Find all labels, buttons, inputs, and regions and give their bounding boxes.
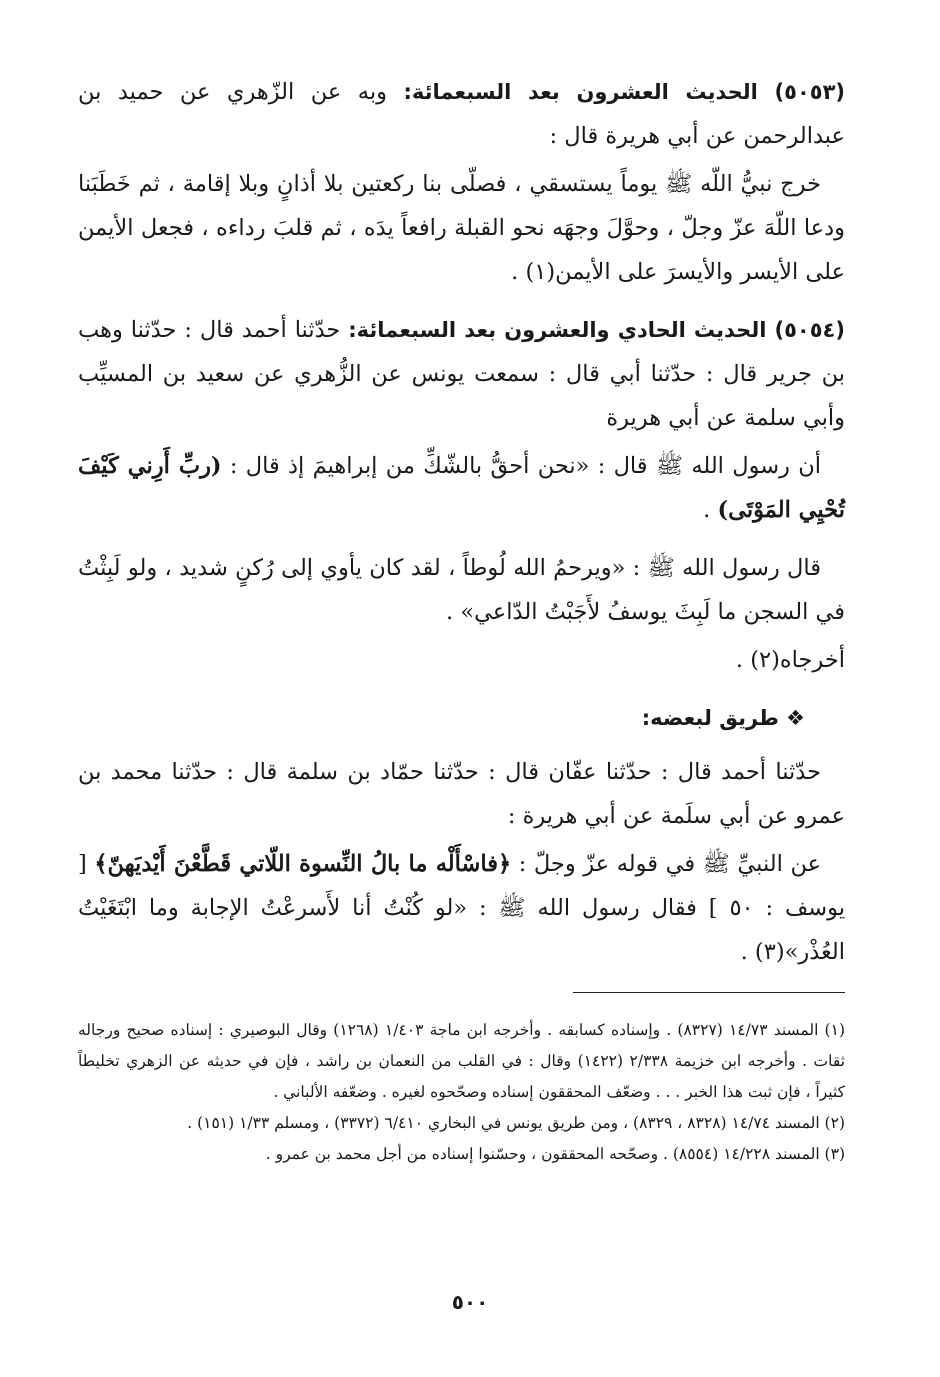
tariq-isnad: [78, 750, 845, 838]
page-number: ٥٠٠: [451, 1290, 489, 1314]
tariq-heading: ❖ طريق لبعضه:: [641, 706, 805, 730]
hadith-5054-takhrij: [78, 638, 845, 682]
hadith-5053-matn-text: خرج نبيُّ اللّه ﷺ يوماً يستسقي ، فصلّى بنا ركعتين بلا أذانٍ وبلا إقامة ، ثم خَطَبَنا ودعا اللّهَ عزّ وجلّ ، وحوَّلَ وجهَه نحو القبلة رافعاً يدَه ، ثم قلبَ رداءه ، فجعل الأيمن على الأيسر والأيسرَ على الأيمن(١) .: [78, 171, 845, 285]
footnote-separator-wrap: [78, 992, 845, 993]
tariq-isnad-text: حدّثنا أحمد قال : حدّثنا عفّان قال : حدّثنا حمّاد بن سلمة قال : حدّثنا محمد بن عمرو عن أبي سلَمة عن أبي هريرة :: [78, 759, 845, 829]
footnote-separator: [573, 992, 845, 993]
footnote-3: (٣) المسند ١٤/٢٢٨ (٨٥٥٤) . وصحّحه المحققون ، وحسّنوا إسناده من أجل محمد بن عمرو .: [265, 1145, 845, 1163]
hadith-5053-matn: [78, 162, 845, 294]
hadith-5054-isnad: حدّثنا أحمد قال : حدّثنا وهب بن جرير قال : حدّثنا أبي قال : سمعت يونس عن الزُّهري عن سعيد بن المسيِّب وأبي سلمة عن أبي هريرة: [78, 317, 845, 431]
tariq-matn: [78, 842, 845, 974]
hadith-5054-matn-1: [78, 444, 845, 532]
hadith-5053-title: (٥٠٥٣) الحديث العشرون بعد السبعمائة:: [403, 80, 846, 104]
hadith-5054-matn-1-tail: .: [703, 497, 718, 523]
footnote-2: (٢) المسند ١٤/٧٤ (٨٣٢٨ ، ٨٣٢٩) ، ومن طريق يونس في البخاري ٦/٤١٠ (٣٣٧٢) ، ومسلم ١/٣٣ (١٥١) .: [187, 1114, 845, 1132]
tariq-matn-tail: [ يوسف : ٥٠ ] فقال رسول الله ﷺ : «لو كُنْتُ أنا لأَسرعْتُ الإجابة وما ابْتَغَيْتُ العُذْر»(٣) .: [78, 851, 845, 965]
hadith-5054-matn-2-text: قال رسول الله ﷺ : «ويرحمُ الله لُوطاً ، لقد كان يأوي إلى رُكنٍ شديد ، ولو لَبِثْتُ في السجن ما لَبِثَ يوسفُ لأَجَبْتُ الدّاعي» .: [78, 555, 845, 625]
hadith-5053-isnad: وبه عن الزّهري عن حميد بن عبدالرحمن عن أبي هريرة قال :: [78, 79, 845, 149]
hadith-5054-title: (٥٠٥٤) الحديث الحادي والعشرون بعد السبعمائة:: [348, 318, 845, 342]
quran-quote-1: (ربِّ أَرِني كَيْفَ تُحْيِي المَوْتَى): [78, 453, 845, 523]
hadith-5054-header: [78, 308, 845, 440]
tariq-matn-lead: عن النبيِّ ﷺ في قوله عزّ وجلّ :: [511, 851, 822, 877]
hadith-5054-matn-2: [78, 546, 845, 634]
hadith-5053-header: [78, 70, 845, 158]
quran-quote-2: ﴿فاسْأَلْه ما بالُ النِّسوة اللّاتي قَطَّعْنَ أَيْديَهنّ﴾: [94, 851, 512, 877]
footnote-1: (١) المسند ١٤/٧٣ (٨٣٢٧) . وإسناده كسابقه . وأخرجه ابن ماجة ١/٤٠٣ (١٢٦٨) وقال البوصيري : إسناده صحيح ورجاله ثقات . وأخرجه ابن خزيمة ٢/٣٣٨ (١٤٢٢) وقال : في القلب من النعمان بن راشد ، فإن في حديثه عن الزهري تخليطاً كثيراً ، فإن ثبت هذا الخبر . . . وضعّف المحققون إسناده وصحّحوه لغيره . وضعّفه الألباني .: [78, 1021, 845, 1101]
hadith-5054-takhrij-text: أخرجاه(٢) .: [735, 647, 845, 673]
hadith-5054-matn-1-lead: أن رسول الله ﷺ قال : «نحن أحقُّ بالشّكِّ من إبراهيمَ إذ قال :: [221, 453, 821, 479]
